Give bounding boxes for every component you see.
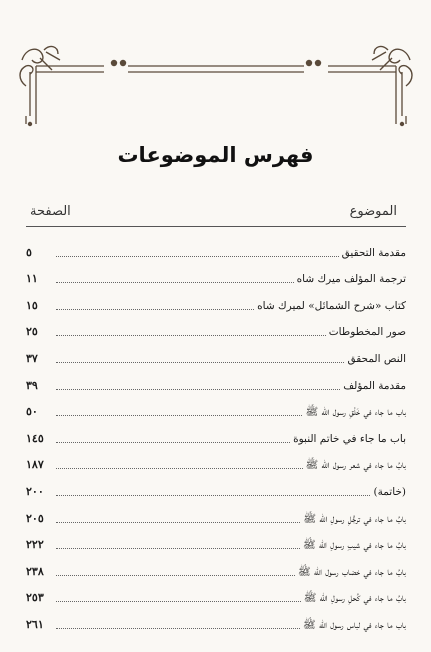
- toc-entry-title: ترجمة المؤلف ميرك شاه: [296, 273, 406, 286]
- toc-entry-title: بابُ ما جاء في خضاب رسول الله ﷺ: [298, 565, 406, 578]
- page-title: فهرس الموضوعات: [117, 143, 314, 167]
- toc-entry-page: ١١: [26, 272, 38, 286]
- toc-entry-page: ٢٥٣: [26, 591, 44, 605]
- toc-entry-page: ٥٠: [26, 405, 38, 419]
- toc-entry: [26, 605, 406, 632]
- toc-entry-title: باب ما جاء في خاتم النبوة: [293, 432, 406, 445]
- toc-entry: [26, 526, 406, 553]
- dot-leader: [56, 548, 300, 549]
- toc-entry-page: ٢٠٥: [26, 511, 44, 525]
- toc-entry-page: ١٨٧: [26, 458, 44, 472]
- dot-leader: [56, 362, 344, 363]
- dot-leader: [56, 575, 295, 576]
- toc-entry-title: صور المخطوطات: [328, 326, 406, 339]
- dot-leader: [56, 282, 294, 283]
- toc-entry-title: النص المحقق: [347, 352, 406, 365]
- toc-entry-page: ٢٥: [26, 325, 38, 339]
- toc-entry: [26, 286, 406, 313]
- dot-leader: [56, 522, 300, 523]
- toc-entry-title: بابُ ما جاء في كُحلِ رسولِ الله ﷺ: [303, 592, 406, 605]
- toc-entry-page: ٢٦١: [26, 617, 44, 631]
- toc-entry-page: ٣٩: [26, 378, 38, 392]
- column-header-page: الصفحة: [30, 204, 71, 219]
- dot-leader: [56, 309, 254, 310]
- toc-entry: [26, 446, 406, 473]
- toc-entry-page: ١٥: [26, 298, 38, 312]
- toc-entry-title: بابُ ما جاء في ترجُّلِ رسولِ الله ﷺ: [303, 512, 406, 525]
- toc-entry: [26, 233, 406, 260]
- toc-entry-title: بابُ ما جاء في شعر رسول الله ﷺ: [305, 459, 406, 472]
- dot-leader: [56, 442, 290, 443]
- dot-leader: [56, 335, 326, 336]
- toc-entry-page: ٢٣٨: [26, 564, 44, 578]
- toc-entry: [26, 579, 406, 606]
- toc-entry: [26, 313, 406, 340]
- toc-entry: [26, 472, 406, 499]
- header-divider: [26, 226, 406, 227]
- column-header-subject: الموضوع: [349, 204, 397, 219]
- toc-entry: [26, 393, 406, 420]
- dot-leader: [56, 601, 301, 602]
- toc-entry: [26, 499, 406, 526]
- dot-leader: [56, 415, 302, 416]
- toc-entry-title: باب ما جاء في لباس رسول الله ﷺ: [303, 618, 406, 631]
- toc-entry-page: ٣٧: [26, 351, 38, 365]
- dot-leader: [56, 628, 300, 629]
- toc-entry-title: كتاب «شرح الشمائل» لميرك شاه: [257, 299, 406, 312]
- toc-entry-title: (خاتمة): [373, 485, 406, 498]
- toc-list: [26, 233, 406, 632]
- toc-entry-page: ٥: [26, 245, 32, 259]
- toc-entry-title: بابُ ما جاء في شيبِ رسولِ الله ﷺ: [302, 539, 406, 552]
- dot-leader: [56, 389, 340, 390]
- dot-leader: [56, 468, 303, 469]
- toc-entry-title: باب ما جاء في خَلْقِ رسول الله ﷺ: [305, 406, 406, 419]
- dot-leader: [56, 256, 339, 257]
- toc-entry-title: مقدمة المؤلف: [343, 379, 406, 392]
- toc-entry: [26, 366, 406, 393]
- toc-entry: [26, 419, 406, 446]
- toc-entry-page: ٢٠٠: [26, 484, 44, 498]
- toc-entry: [26, 339, 406, 366]
- toc-entry: [26, 552, 406, 579]
- toc-entry-page: ٢٢٢: [26, 538, 44, 552]
- dot-leader: [56, 495, 370, 496]
- toc-entry-title: مقدمة التحقيق: [341, 246, 406, 259]
- toc-entry-page: ١٤٥: [26, 431, 44, 445]
- toc-entry: [26, 260, 406, 287]
